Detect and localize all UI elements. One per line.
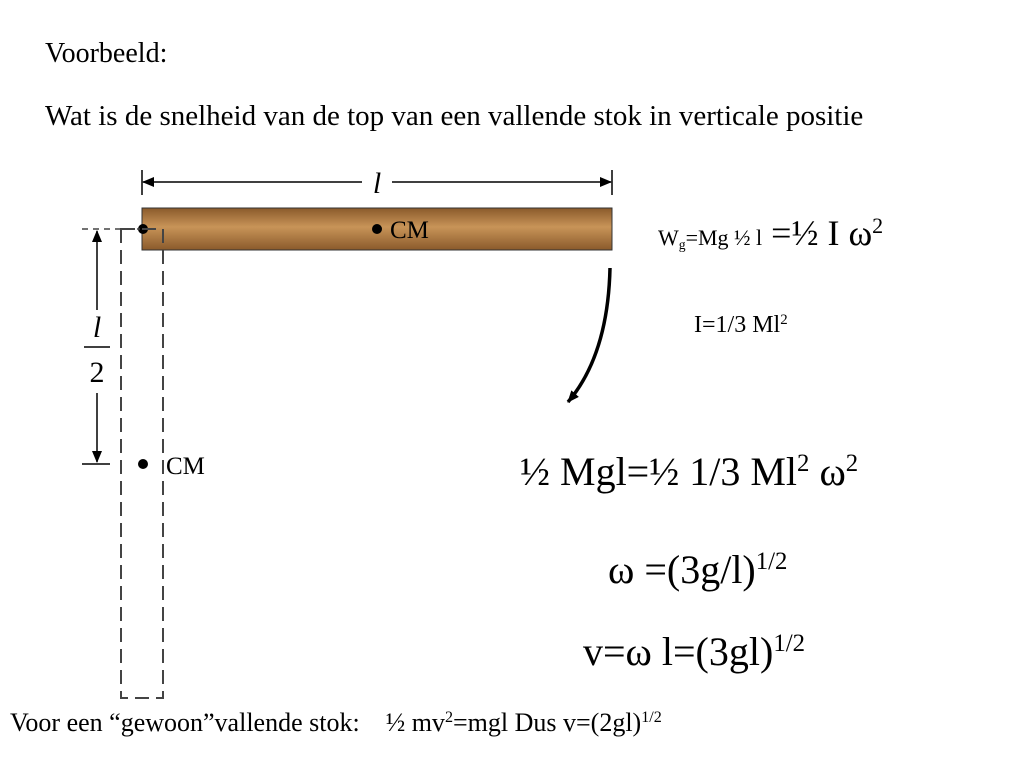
energy-exponent: 2 [872, 212, 884, 238]
inertia-exponent: 2 [780, 311, 788, 328]
combined-part2: ω [809, 449, 846, 494]
omega-base: ω =(3g/l) [608, 547, 756, 592]
cm-dot-vertical [138, 459, 148, 469]
energy-w-subscript: g [678, 237, 686, 253]
slide-question: Wat is de snelheid van de top van een vallende stok in verticale positie [45, 100, 864, 132]
energy-big: =½ I ω [762, 213, 873, 253]
equation-inertia [694, 312, 788, 339]
omega-exponent: 1/2 [755, 548, 788, 576]
length-label: l [372, 167, 382, 200]
velocity-exponent: 1/2 [773, 630, 805, 658]
half-label-numerator: l [92, 311, 102, 344]
footer-line [10, 708, 662, 738]
combined-exponent-1: 2 [797, 450, 810, 478]
cm-label-horizontal: CM [390, 217, 429, 244]
cm-dot-horizontal [372, 224, 382, 234]
velocity-base: v=ω l=(3gl) [583, 629, 774, 674]
equation-combined [520, 448, 858, 495]
rotation-arrow [568, 268, 610, 402]
half-label-denominator: 2 [89, 356, 105, 389]
equation-omega [608, 546, 787, 593]
footer-part1: ½ mv [385, 708, 445, 737]
equation-velocity [583, 628, 805, 675]
combined-exponent-2: 2 [845, 450, 859, 478]
energy-rhs: =Mg ½ l [685, 225, 763, 250]
footer-exponent-2: 1/2 [641, 709, 662, 727]
footer-lead: Voor een “gewoon”vallende stok: [10, 708, 360, 737]
footer-part2: =mgl Dus v=(2gl) [453, 708, 642, 737]
slide-heading: Voorbeeld: [45, 38, 168, 69]
equation-energy [658, 212, 883, 254]
footer-exponent-1: 2 [444, 709, 453, 727]
energy-w: W [658, 225, 679, 250]
combined-part1: ½ Mgl=½ 1/3 Ml [520, 449, 798, 494]
inertia-base: I=1/3 Ml [694, 312, 781, 338]
cm-label-vertical: CM [166, 453, 205, 480]
